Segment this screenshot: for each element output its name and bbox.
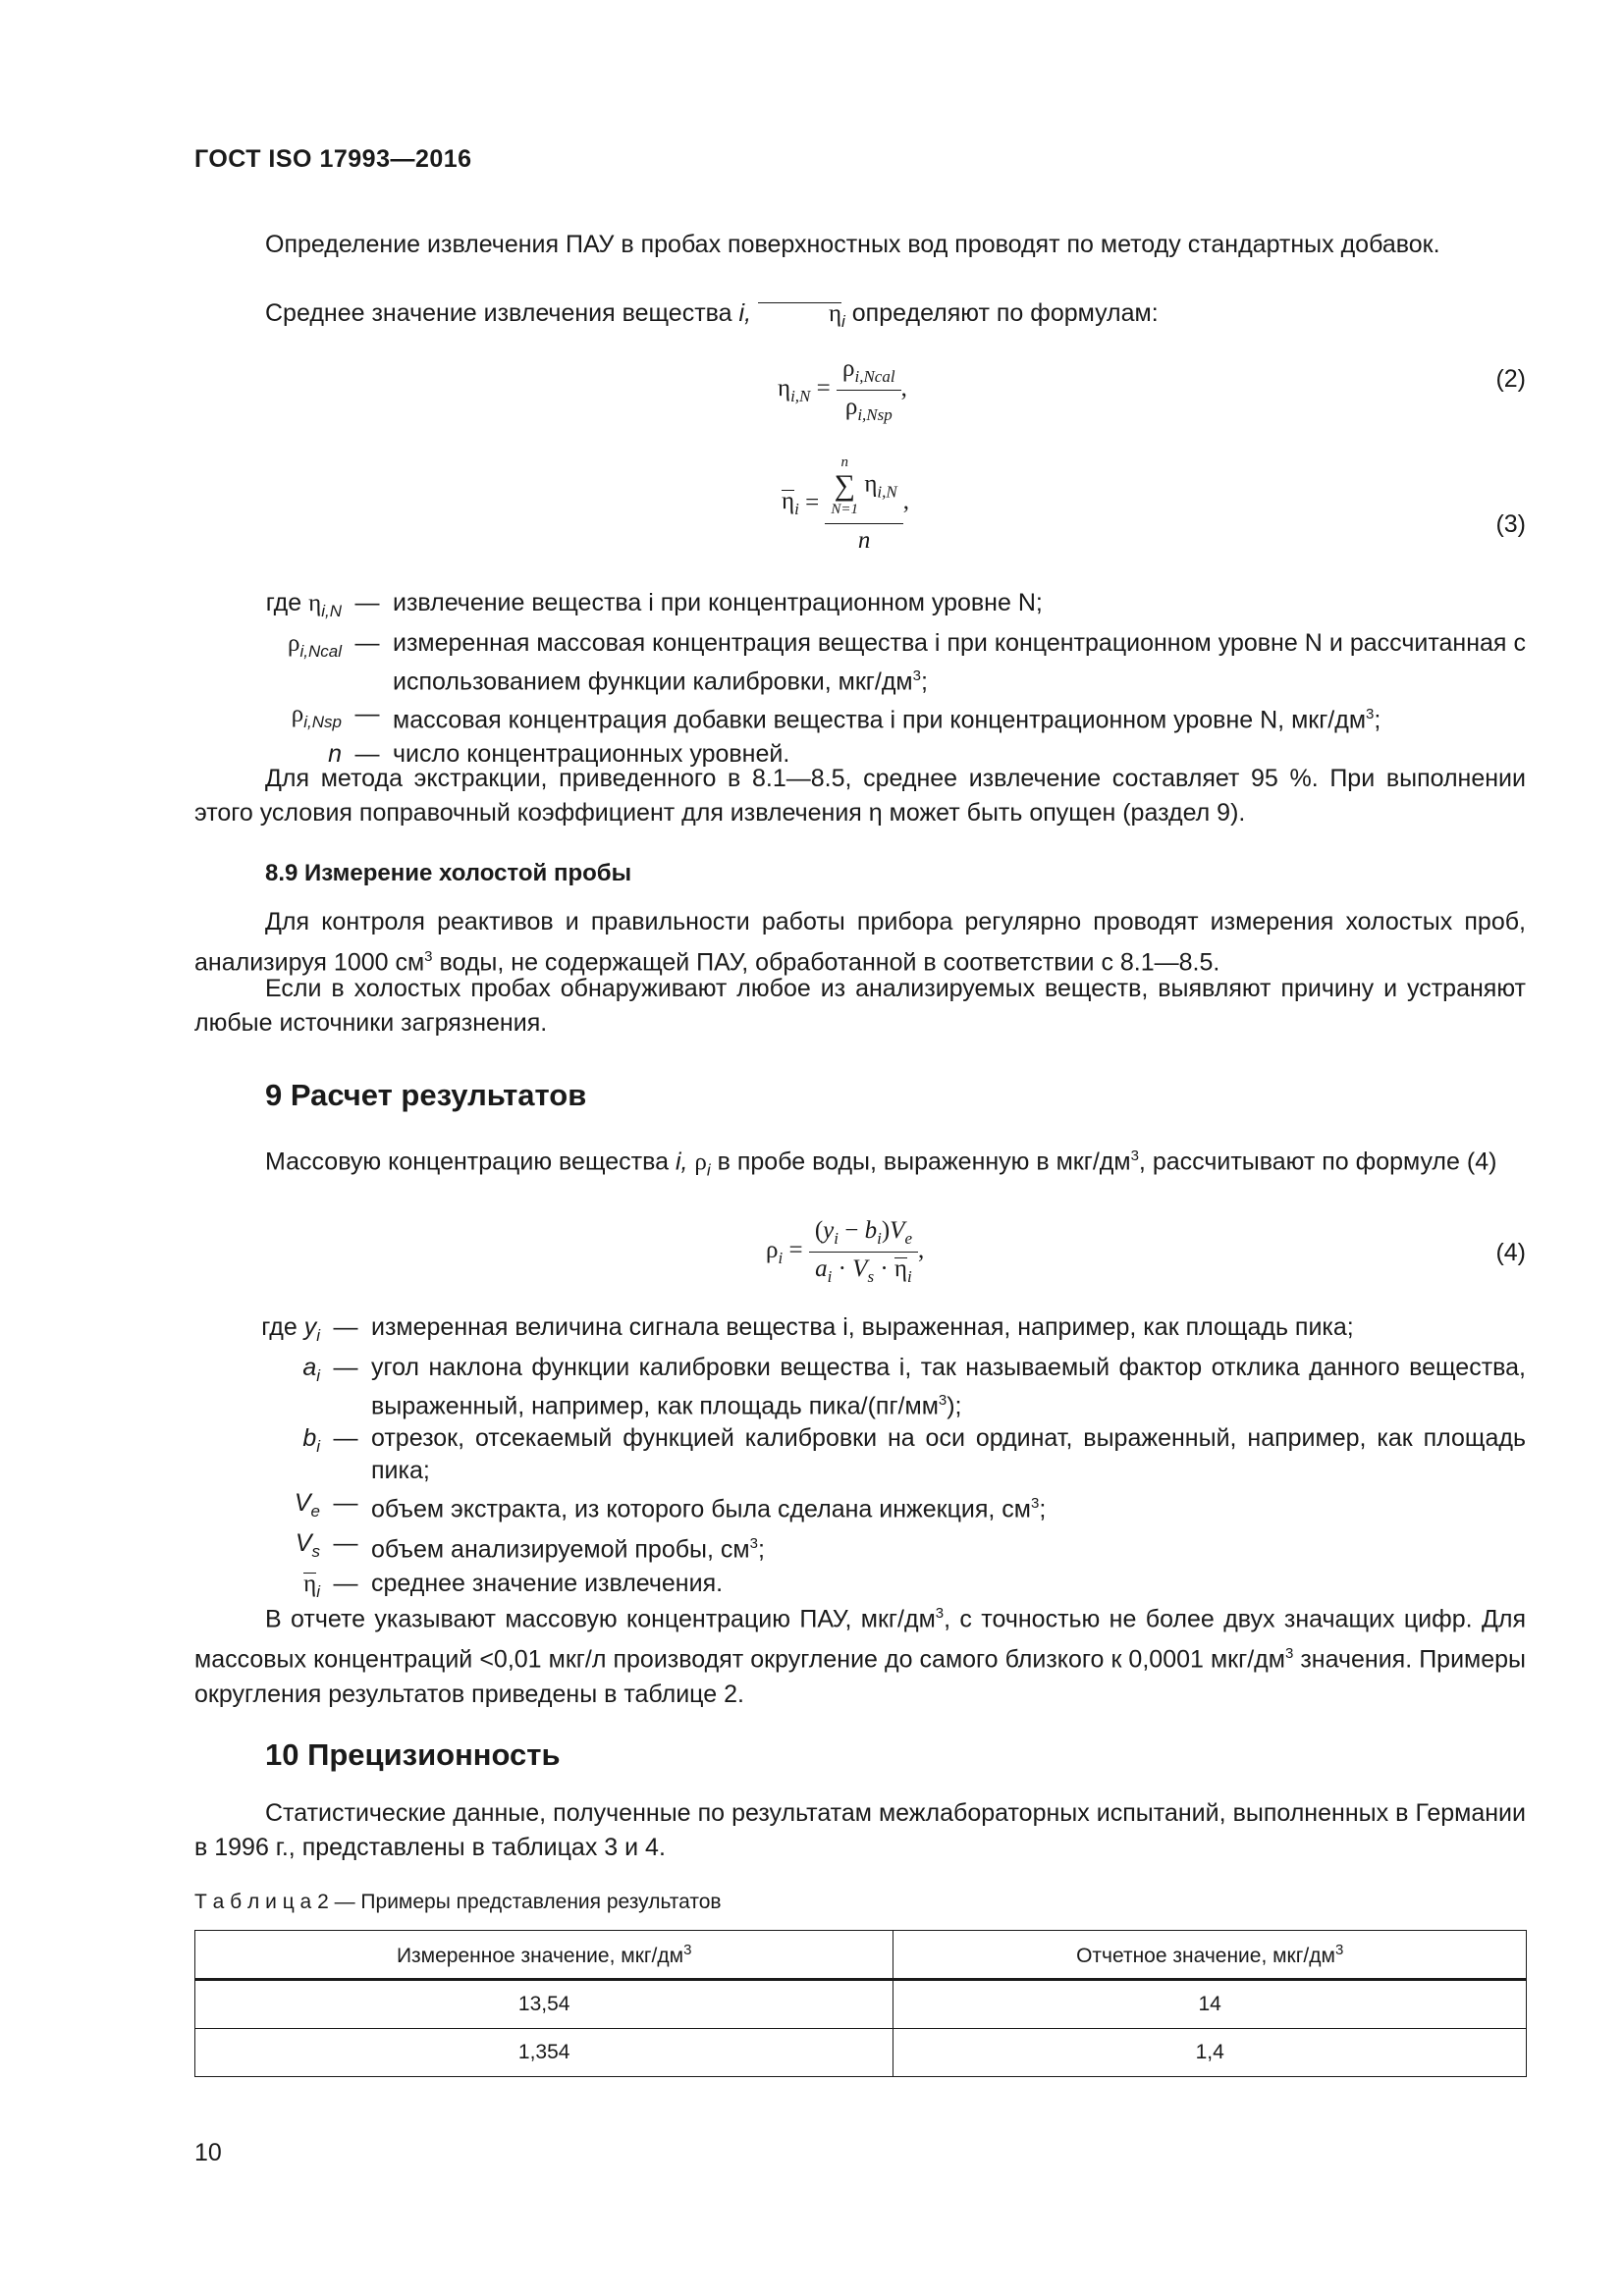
definition-rho-iNcal: $\rho_{i,Ncal}$ — измеренная массовая концентрация вещества i при концентрационном уровне N и рассчитанная с использованием функции калибровки, мкг/$дм^3$;: [288, 629, 1526, 696]
table-cell: 14: [893, 1980, 1527, 2029]
definition-V-e: $V_e$ — объем экстракта, из которого была сделана инжекция, $см^3$;: [294, 1489, 1047, 1523]
table-header-measured: Измеренное значение, мкг/$дм^3$: [195, 1931, 893, 1980]
table-2: [194, 1930, 1527, 2077]
section-9-paragraph-1: Массовую концентрацию вещества i, $\rho_i$ в пробе воды, выраженную в мкг/$дм^3$, рассчитывают по формуле (4): [265, 1148, 1497, 1180]
definitions-list-2: [194, 1311, 1526, 1608]
definition-n: n — число концентрационных уровней.: [328, 740, 790, 769]
section-10-paragraph: Статистические данные, полученные по результатам межлабораторных испытаний, выполненных в Германии в 1996 г., представлены в таблицах 3 и 4.: [194, 1799, 1526, 1861]
extraction-note: Для метода экстракции, приведенного в 8.1—8.5, среднее извлечение составляет 95 %. При выполнении этого условия поправочный коэффициент для извлечения η может быть опущен (раздел 9).: [194, 765, 1526, 827]
definition-eta-mean: $\eta_i$ — среднее значение извлечения.: [303, 1570, 724, 1602]
table-cell: 1,4: [893, 2029, 1527, 2077]
table-header-row: [195, 1931, 1527, 1980]
definition-y-i: где $y_i$ — измеренная величина сигнала вещества i, выраженная, например, как площадь пика;: [261, 1313, 1354, 1345]
page-number: 10: [194, 2139, 222, 2166]
equation-3: $\eta_i$ = n ∑ N=1 $\eta_{i,N}$ n ,: [782, 452, 909, 555]
section-8-9-paragraph-1: Для контроля реактивов и правильности работы прибора регулярно проводят измерения холостых проб, анализируя 1000 $см^3$ воды, не содержащей ПАУ, обработанной в соответствии с 8.1—8.5.: [194, 908, 1526, 977]
definition-rho-iNsp: $\rho_{i,Nsp}$ — массовая концентрация добавки вещества i при концентрационном уровне N, мкг/$дм^3$;: [291, 700, 1381, 734]
section-10-title: 10 Прецизионность: [265, 1737, 561, 1772]
section-8-9-paragraph-2: Если в холостых пробах обнаруживают любое из анализируемых веществ, выявляют причину и устраняют любые источники загрязнения.: [194, 975, 1526, 1037]
definition-eta-iN: где $\eta_{i,N}$ — извлечение вещества i при концентрационном уровне N;: [265, 589, 1043, 620]
section-8-9-title: 8.9 Измерение холостой пробы: [265, 860, 632, 886]
equation-3-number: (3): [1495, 510, 1526, 538]
table-header-reported: Отчетное значение, мкг/$дм^3$: [893, 1931, 1527, 1980]
table-row: [195, 1980, 1527, 2029]
definition-V-s: $V_s$ — объем анализируемой пробы, $см^3$;: [295, 1529, 765, 1564]
section-9-title: 9 Расчет результатов: [265, 1078, 587, 1112]
equation-2-number: (2): [1495, 365, 1526, 393]
standard-header: ГОСТ ISO 17993—2016: [194, 145, 472, 173]
table-cell: 13,54: [195, 1980, 893, 2029]
equation-4-number: (4): [1495, 1239, 1526, 1266]
equation-4: $\rho_i$ = $\frac{(y_i - b_i)V_e}{a_i \cdot V_s \cdot \eta_i}$ ,: [766, 1217, 925, 1286]
definition-a-i: $a_i$ — угол наклона функции калибровки вещества i, так называемый фактор отклика данного вещества, выраженный, например, как площадь пика/$(пг/мм^3)$;: [302, 1354, 1526, 1420]
table-row: [195, 2029, 1527, 2077]
report-paragraph: В отчете указывают массовую концентрацию ПАУ, мкг/$дм^3$, с точностью не более двух значащих цифр. Для массовых концентраций <0,01 мкг/л производят округление до самого близкого к 0,0001 мкг/$дм^3$ значения. Примеры округления результатов приведены в таблице 2.: [194, 1605, 1527, 1708]
table-2-caption: Т а б л и ц а 2 — Примеры представления результатов: [194, 1891, 722, 1913]
equation-2: $\eta_{i,N}$ = $\frac{\rho_{i,Ncal}}{\rho_{i,Nsp}}$ ,: [778, 355, 907, 424]
intro-paragraph-1: Определение извлечения ПАУ в пробах поверхностных вод проводят по методу стандартных добавок.: [265, 231, 1440, 258]
definitions-list-1: [194, 587, 1526, 771]
intro-paragraph-2: Среднее значение извлечения вещества i, $\eta_i$ определяют по формулам:: [265, 299, 1159, 331]
table-cell: 1,354: [195, 2029, 893, 2077]
definition-b-i: $b_i$ — отрезок, отсекаемый функцией калибровки на оси ординат, выраженный, например, как площадь пика;: [302, 1424, 1526, 1485]
